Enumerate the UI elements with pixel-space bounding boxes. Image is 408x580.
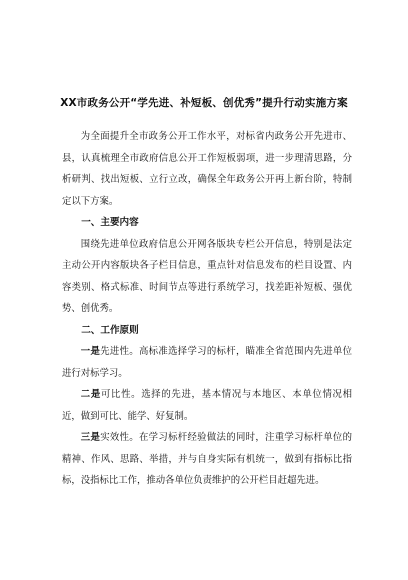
section-heading-principles: 二、工作原则: [81, 324, 139, 336]
section-heading-main-content: 一、主要内容: [81, 217, 139, 228]
principle-item-1: [62, 341, 352, 384]
principle-text: 先进性。高标准选择学习的标杆，瞄准全省范围内先进单位进行对标学习。: [62, 346, 352, 379]
principle-lead: 三是: [80, 432, 101, 443]
principle-text: 实效性。在学习标杆经验做法的同时，注重学习标杆单位的精神、作风、思路、举措，并与自身实际有机统一，做到有指标比指标，没指标比工作，推动各单位负责维护的公开栏目赶超先进。: [62, 432, 352, 486]
principle-item-2: [62, 384, 352, 427]
principle-text: 可比性。选择的先进，基本情况与本地区、本单位情况相近，做到可比、能学、好复制。: [62, 389, 352, 422]
document-body: [62, 126, 352, 492]
main-content-paragraph: 围绕先进单位政府信息公开网各版块专栏公开信息，特别是法定主动公开内容版块各子栏目信息，重点针对信息发布的栏目设置、内容类别、格式标准、时间节点等进行系统学习，找差距补短板、强优势、创优秀。: [62, 238, 352, 314]
principle-lead: 二是: [80, 389, 101, 400]
document-title: XX市政务公开“学先进、补短板、创优秀”提升行动实施方案: [60, 97, 348, 109]
principle-lead: 一是: [80, 346, 101, 357]
intro-paragraph: 为全面提升全市政务公开工作水平，对标省内政务公开先进市、县，认真梳理全市政府信息公开工作短板弱项，进一步理清思路，分析研判、找出短板、立行立改，确保全年政务公开再上新台阶，特制定以下方案。: [62, 131, 352, 207]
principle-item-3: [62, 427, 352, 492]
